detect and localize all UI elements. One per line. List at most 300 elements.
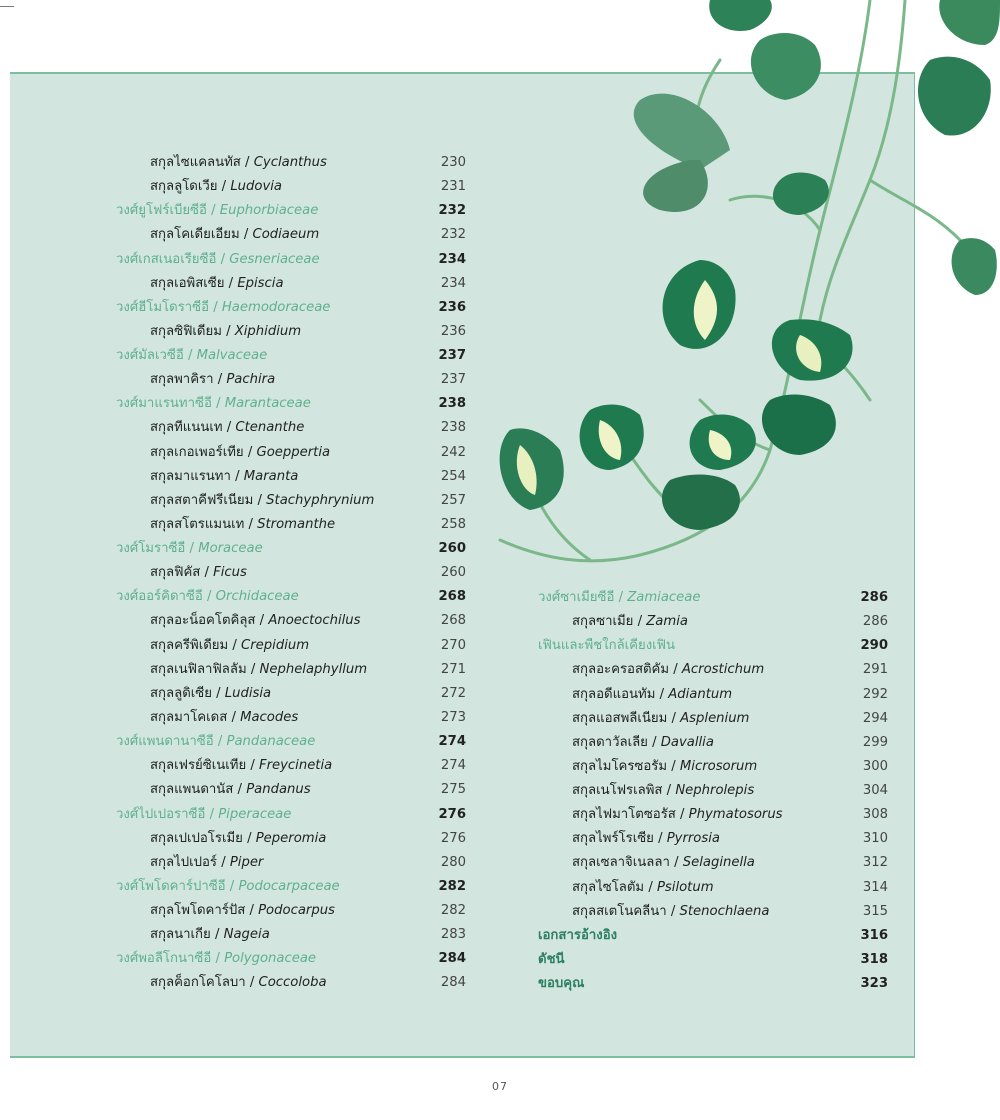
toc-entry-name [150,320,301,344]
toc-entry-name [150,682,271,706]
name-separator: / [216,251,230,267]
toc-genus-entry [150,272,466,296]
latin-name: Stenochlaena [679,903,770,919]
latin-name: Gesneriaceae [229,251,320,267]
toc-entry-name [150,465,298,489]
thai-name: วงศ์เกสเนอเรียซีอี [116,251,217,267]
toc-backmatter-entry [538,924,888,948]
latin-name: Coccoloba [258,975,327,991]
toc-page-number: 234 [440,275,466,291]
toc-entry-name [150,223,319,247]
toc-entry-name [538,972,584,996]
toc-genus-entry [572,658,888,682]
toc-genus-entry [150,971,466,995]
toc-entry-name [116,248,320,272]
toc-genus-entry [150,851,466,875]
latin-name: Zamia [646,614,688,630]
thai-name: สกุลซิฟิเดียม [150,323,222,339]
name-separator: / [230,468,244,484]
toc-genus-entry [150,827,466,851]
name-separator: / [213,734,227,750]
thai-name: สกุลโคเดียเอียม [150,227,240,243]
name-separator: / [669,662,682,678]
toc-entry-name [538,586,700,610]
toc-page-number: 271 [440,661,466,677]
thai-name: วงศ์พอลีโกนาซีอี [116,951,212,967]
toc-page-number: 237 [438,348,466,364]
toc-entry-name [538,634,675,658]
thai-name: สกุลไมโครซอรัม [572,758,668,774]
name-separator: / [633,614,647,630]
name-separator: / [647,734,661,750]
thai-name: สกุลแอสพลีเนียม [572,710,668,726]
latin-name: Nageia [223,927,270,943]
toc-page-number: 316 [860,927,888,943]
thai-name: สกุลอะครอสติคัม [572,662,670,678]
toc-genus-entry [150,151,466,175]
thai-name: วงศ์ฮีโมโดราซีอี [116,299,210,315]
latin-name: Crepidium [241,637,310,653]
toc-entry-name [116,875,340,899]
toc-entry-name [572,683,732,707]
thai-name: สกุลเอพิสเซีย [150,275,225,291]
toc-entry-name [116,199,318,223]
name-separator: / [211,951,225,967]
toc-genus-entry [572,900,888,924]
toc-page-number: 254 [440,468,466,484]
page-number: 07 [492,1080,508,1093]
toc-entry-name [116,947,316,971]
toc-page-number: 294 [862,710,888,726]
name-separator: / [669,855,683,871]
toc-family-entry [116,947,466,971]
toc-genus-entry [150,513,466,537]
toc-entry-name [572,827,720,851]
toc-entry-name [538,924,617,948]
name-separator: / [211,396,225,412]
toc-genus-entry [150,223,466,247]
toc-page-number: 300 [862,758,888,774]
latin-name: Ludovia [230,179,283,195]
toc-page-number: 274 [440,758,466,774]
toc-genus-entry [150,175,466,199]
toc-genus-entry [572,731,888,755]
toc-genus-entry [572,683,888,707]
name-separator: / [243,444,257,460]
thai-name: สกุลไซโลตัม [572,879,645,895]
latin-name: Nephelaphyllum [259,661,368,677]
toc-entry-name [150,971,327,995]
thai-name: สกุลอดีแอนทัม [572,686,656,702]
thai-name: วงศ์ซาเมียซีอี [538,590,615,605]
name-separator: / [239,227,253,243]
name-separator: / [211,685,225,701]
toc-entry-name [572,610,688,634]
name-separator: / [240,155,254,170]
thai-name: สกุลเฟรย์ซิเนเทีย [150,758,247,774]
thai-name: สกุลไซแคลนทัส [150,155,241,170]
toc-genus-entry [150,754,466,778]
latin-name: Stromanthe [257,516,336,532]
toc-entry-name [572,755,757,779]
latin-name: Podocarpus [258,903,335,919]
name-separator: / [217,179,231,195]
toc-genus-entry [150,923,466,947]
toc-genus-entry [572,755,888,779]
toc-page-number: 286 [862,614,888,630]
thai-name: วงศ์โพโดคาร์ปาซีอี [116,878,226,894]
name-separator: / [244,516,258,532]
latin-name: Piper [229,854,264,870]
toc-page-number: 290 [860,638,888,654]
name-separator: / [228,637,242,653]
name-separator: / [667,758,680,774]
latin-name: Freycinetia [259,758,333,774]
toc-genus-entry [150,561,466,585]
toc-family-entry [116,803,466,827]
toc-page-number: 284 [440,975,466,991]
toc-entry-name [150,272,284,296]
toc-entry-name [150,851,263,875]
toc-genus-entry [150,320,466,344]
latin-name: Episcia [237,275,284,291]
name-separator: / [213,372,227,388]
thai-name: สกุลเนโฟรเลพิส [572,783,663,799]
toc-page-number: 283 [440,927,466,943]
toc-family-entry [116,344,466,368]
latin-name: Pandanus [246,782,311,798]
toc-page-number: 299 [862,734,888,750]
latin-name: Goeppertia [256,444,331,460]
toc-page-number: 284 [438,951,466,967]
toc-entry-name [116,730,315,754]
toc-entry-name [150,754,332,778]
toc-entry-name [150,899,335,923]
toc-genus-entry [150,441,466,465]
toc-page-number: 318 [860,951,888,967]
thai-name: สกุลไฟมาโตซอรัส [572,807,676,823]
thai-name: สกุลพาคิรา [150,372,214,388]
toc-page-number: 231 [440,179,466,195]
toc-genus-entry [150,778,466,802]
toc-page-number: 230 [440,155,466,170]
latin-name: Macodes [240,709,299,725]
latin-name: Haemodoraceae [221,299,331,315]
toc-page-number: 310 [862,831,888,847]
name-separator: / [185,541,199,557]
toc-page-number: 275 [440,782,466,798]
latin-name: Selaginella [682,855,755,871]
thai-name: สกุลซาเมีย [572,614,634,630]
latin-name: Ludisia [224,685,272,701]
toc-family-entry [116,875,466,899]
name-separator: / [217,854,230,870]
toc-page-number: 282 [438,878,466,894]
toc-genus-entry [150,465,466,489]
name-separator: / [183,348,197,364]
toc-page-number: 268 [438,589,466,605]
thai-name: สกุลไพร์โรเซีย [572,831,654,847]
thai-name: วงศ์มาแรนทาซีอี [116,396,212,412]
toc-entry-name [150,778,311,802]
toc-entry-name [150,441,330,465]
name-separator: / [209,299,222,315]
toc-page-number: 292 [862,686,888,702]
toc-entry-name [150,513,335,537]
latin-name: Peperomia [255,830,327,846]
latin-name: Ficus [213,565,247,581]
latin-name: Phymatosorus [688,807,783,823]
toc-genus-entry [150,368,466,392]
toc-genus-entry [150,899,466,923]
latin-name: Orchidaceae [215,589,299,605]
toc-page-number: 270 [440,637,466,653]
thai-name: สกุลอะน็อคโตคิลุส [150,613,256,629]
thai-name: วงศ์โมราซีอี [116,541,186,557]
latin-name: Ctenanthe [235,420,305,436]
toc-page-number: 286 [860,590,888,605]
latin-name: Acrostichum [681,662,765,678]
name-separator: / [655,686,669,702]
thai-name: สกุลเปเปอโรเมีย [150,830,243,846]
toc-page-number: 291 [862,662,888,678]
toc-entry-name [116,585,299,609]
toc-entry-name [150,658,367,682]
toc-page-number: 315 [862,903,888,919]
toc-genus-entry [572,851,888,875]
latin-name: Pyrrosia [666,831,720,847]
thai-name: สกุลโพโดคาร์ปัส [150,903,246,919]
toc-entry-name [150,706,298,730]
toc-entry-name [572,900,770,924]
latin-name: Polygonaceae [224,951,317,967]
name-separator: / [210,927,224,943]
toc-genus-entry [150,634,466,658]
thai-name: เอกสารอ้างอิง [538,927,618,943]
toc-entry-name [538,948,565,972]
toc-entry-name [572,658,764,682]
toc-family-entry [116,392,466,416]
name-separator: / [246,758,259,774]
toc-family-entry [538,586,888,610]
toc-family-entry [116,730,466,754]
toc-genus-entry [150,658,466,682]
name-separator: / [206,203,220,219]
name-separator: / [662,783,676,799]
toc-entry-name [150,416,304,440]
toc-page-number: 238 [440,420,466,436]
thai-name: สกุลลูโดเวีย [150,179,218,195]
thai-name: ขอบคุณ [538,976,585,992]
name-separator: / [221,323,235,339]
name-separator: / [233,782,247,798]
toc-entry-name [116,537,263,561]
toc-entry-name [150,827,326,851]
toc-page-number: 268 [440,613,466,629]
thai-name: สกุลเกอเพอร์เทีย [150,444,244,460]
thai-name: สกุลมาโคเดส [150,709,228,725]
toc-page-number: 282 [440,903,466,919]
thai-name: วงศ์มัลเวซีอี [116,348,184,364]
latin-name: Davallia [660,734,714,750]
toc-genus-entry [572,779,888,803]
toc-genus-entry [150,609,466,633]
toc-genus-entry [572,876,888,900]
toc-backmatter-entry [538,972,888,996]
toc-genus-entry [150,706,466,730]
latin-name: Xiphidium [234,323,302,339]
toc-page-number: 308 [862,807,888,823]
thai-name: สกุลลูดิเซีย [150,685,212,701]
name-separator: / [242,830,256,846]
name-separator: / [614,590,628,605]
latin-name: Codiaeum [252,227,320,243]
thai-name: สกุลดาวัลเลีย [572,734,648,750]
toc-family-entry [116,199,466,223]
name-separator: / [675,807,689,823]
thai-name: วงศ์แพนดานาซีอี [116,734,214,750]
latin-name: Pandanaceae [226,734,316,750]
toc-family-entry [538,634,888,658]
toc-page-number: 232 [440,227,466,243]
latin-name: Malvaceae [196,348,268,364]
toc-genus-entry [150,416,466,440]
thai-name: สกุลแพนดานัส [150,782,234,798]
thai-name: วงศ์ยูโฟร์เบียซีอี [116,203,207,219]
thai-name: สกุลสตาคีฟรีเนียม [150,492,254,508]
toc-page-number: 276 [438,806,466,822]
toc-entry-name [150,923,270,947]
name-separator: / [667,710,681,726]
latin-name: Stachyphrynium [266,492,375,508]
toc-family-entry [116,296,466,320]
toc-genus-entry [572,610,888,634]
latin-name: Maranta [243,468,299,484]
toc-entry-name [572,779,754,803]
name-separator: / [644,879,657,895]
toc-page-number: 273 [440,709,466,725]
toc-backmatter-entry [538,948,888,972]
toc-family-entry [116,537,466,561]
name-separator: / [222,420,236,436]
name-separator: / [245,975,259,991]
toc-entry-name [150,489,374,513]
toc-family-entry [116,248,466,272]
latin-name: Nephrolepis [675,783,755,799]
toc-page-number: 234 [438,251,466,267]
toc-page-number: 274 [438,734,466,750]
latin-name: Anoectochilus [268,613,361,629]
thai-name: ดัชนี [538,951,565,967]
thai-name: เฟินและพืชใกล้เคียงเฟิน [538,638,676,654]
toc-entry-name [572,876,714,900]
toc-page-number: 242 [440,444,466,460]
toc-entry-name [572,803,783,827]
latin-name: Microsorum [679,758,758,774]
name-separator: / [253,492,267,508]
latin-name: Moraceae [198,541,263,557]
toc-page-number: 276 [440,830,466,846]
name-separator: / [245,903,259,919]
toc-entry-name [572,707,749,731]
toc-entry-name [116,344,267,368]
latin-name: Psilotum [656,879,714,895]
toc-entry-name [572,851,755,875]
toc-entry-name [150,368,275,392]
name-separator: / [224,275,238,291]
thai-name: สกุลไปเปอร์ [150,854,217,870]
name-separator: / [225,878,239,894]
toc-entry-name [150,561,247,585]
toc-page-number: 260 [438,541,466,557]
thai-name: สกุลสโตรแมนเท [150,516,245,532]
name-separator: / [200,565,214,581]
toc-page-number: 312 [862,855,888,871]
thai-name: สกุลครีพิเดียม [150,637,229,653]
toc-page-number: 236 [438,299,466,315]
thai-name: วงศ์ออร์คิดาซีอี [116,589,203,605]
name-separator: / [666,903,680,919]
crop-mark [0,6,14,7]
latin-name: Piperaceae [218,806,292,822]
toc-entry-name [150,175,282,199]
name-separator: / [255,613,269,629]
toc-entry-name [572,731,714,755]
thai-name: สกุลมาแรนทา [150,468,231,484]
thai-name: สกุลเนฟิลาฟิลลัม [150,661,247,677]
toc-page-number: 280 [440,854,466,870]
name-separator: / [205,806,219,822]
thai-name: สกุลสเตโนคลีนา [572,903,667,919]
thai-name: สกุลค็อกโคโลบา [150,975,246,991]
thai-name: สกุลนาเกีย [150,927,211,943]
toc-page-number: 272 [440,685,466,701]
toc-entry-name [150,609,361,633]
toc-entry-name [150,634,309,658]
toc-page-number: 236 [440,323,466,339]
toc-entry-name [150,151,327,175]
toc-family-entry [116,585,466,609]
toc-page-number: 238 [438,396,466,412]
latin-name: Marantaceae [224,396,311,412]
toc-entry-name [116,392,311,416]
name-separator: / [202,589,216,605]
thai-name: สกุลทีแนนเท [150,420,223,436]
toc-page-number: 304 [862,783,888,799]
latin-name: Euphorbiaceae [219,203,319,219]
latin-name: Adiantum [668,686,733,702]
toc-page-number: 260 [440,565,466,581]
toc-genus-entry [572,827,888,851]
toc-page-number: 257 [440,492,466,508]
latin-name: Zamiaceae [627,590,701,605]
latin-name: Pachira [226,372,276,388]
toc-page-number: 237 [440,372,466,388]
toc-page-number: 314 [862,879,888,895]
name-separator: / [653,831,667,847]
thai-name: สกุลเซลาจิเนลลา [572,855,670,871]
toc-entry-name [116,803,291,827]
toc-genus-entry [572,803,888,827]
toc-entry-name [116,296,330,320]
toc-genus-entry [572,707,888,731]
latin-name: Asplenium [680,710,750,726]
toc-page-number: 258 [440,516,466,532]
toc-genus-entry [150,489,466,513]
toc-page-number: 232 [438,203,466,219]
toc-genus-entry [150,682,466,706]
name-separator: / [246,661,260,677]
